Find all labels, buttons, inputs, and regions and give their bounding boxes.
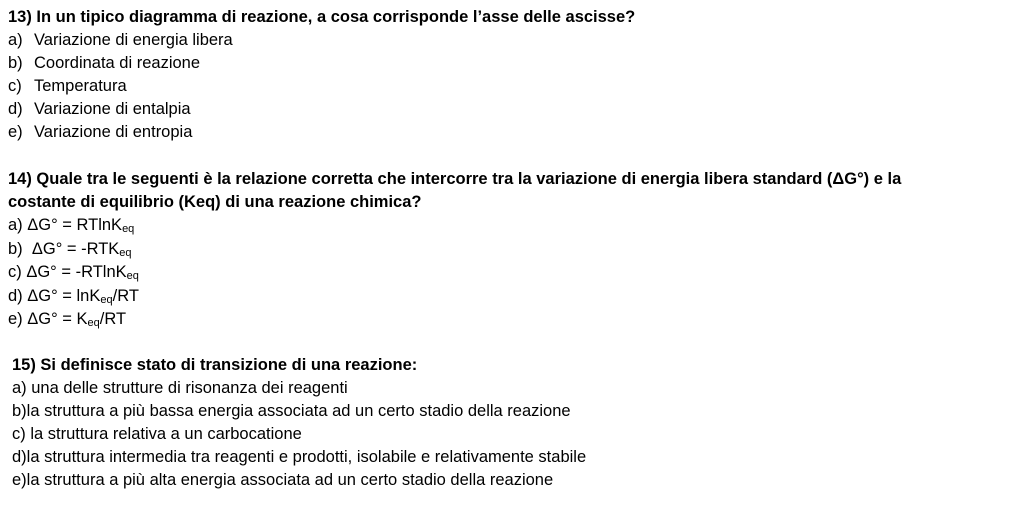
q13-option-a-text: Variazione di energia libera xyxy=(34,31,233,49)
q15-option-b: b)la struttura a più bassa energia associata ad un certo stadio della reazione xyxy=(12,402,571,420)
q13-option-d xyxy=(8,98,635,121)
q14-option-e-suffix: /RT xyxy=(99,310,127,328)
q13-option-a-letter: a) xyxy=(8,31,23,49)
q15-option-a: a) una delle strutture di risonanza dei reagenti xyxy=(12,379,348,397)
q13-option-c-text: Temperatura xyxy=(34,77,127,95)
q13-option-e xyxy=(8,121,635,144)
q14-option-a-prefix: a) ΔG° = RTlnK xyxy=(8,216,123,234)
q15-option-c: c) la struttura relativa a un carbocatione xyxy=(12,425,302,443)
q13-option-b-letter: b) xyxy=(8,54,23,72)
q14-option-d-sub: eq xyxy=(100,293,113,306)
q14-option-b-sub: eq xyxy=(119,246,132,259)
q13-option-c xyxy=(8,75,635,98)
q13-option-d-text: Variazione di entalpia xyxy=(34,100,191,118)
q14-option-c-sub: eq xyxy=(126,270,139,282)
q14-option-d-suffix: /RT xyxy=(112,286,139,305)
question-15 xyxy=(12,354,586,492)
q13-option-b xyxy=(8,52,635,75)
question-14-text-line1: 14) Quale tra le seguenti è la relazione corretta che intercorre tra la variazione di energia libera standard (ΔG°) e la xyxy=(8,170,902,188)
q13-option-a xyxy=(8,29,635,52)
q14-option-e-sub: eq xyxy=(87,317,100,329)
q14-option-d-prefix: d) ΔG° = lnK xyxy=(8,286,101,305)
question-14-text-line2: costante di equilibrio (Keq) di una reazione chimica? xyxy=(8,193,422,211)
q13-option-e-letter: e) xyxy=(8,123,23,141)
q13-option-e-text: Variazione di entropia xyxy=(34,123,193,141)
q15-option-d: d)la struttura intermedia tra reagenti e prodotti, isolabile e relativamente stabile xyxy=(12,448,587,466)
question-14 xyxy=(8,168,901,332)
q13-option-b-text: Coordinata di reazione xyxy=(34,54,201,72)
q14-option-a-sub: eq xyxy=(122,223,135,235)
q13-option-d-letter: d) xyxy=(8,100,23,118)
q14-option-e-prefix: e) ΔG° = K xyxy=(8,310,88,328)
q13-option-c-letter: c) xyxy=(8,77,22,95)
q14-option-a xyxy=(8,214,901,238)
q14-option-b-prefix: b) ΔG° = -RTK xyxy=(8,239,120,258)
q14-option-d xyxy=(8,285,901,309)
question-13-text: 13) In un tipico diagramma di reazione, a cosa corrisponde l’asse delle ascisse? xyxy=(8,8,636,26)
q15-option-e: e)la struttura a più alta energia associata ad un certo stadio della reazione xyxy=(12,471,554,489)
q14-option-b xyxy=(8,238,901,262)
q14-option-e xyxy=(8,308,901,332)
question-15-text: 15) Si definisce stato di transizione di una reazione: xyxy=(12,356,418,374)
q14-option-c-prefix: c) ΔG° = -RTlnK xyxy=(8,263,127,281)
q14-option-c xyxy=(8,261,901,285)
question-13 xyxy=(8,6,635,144)
